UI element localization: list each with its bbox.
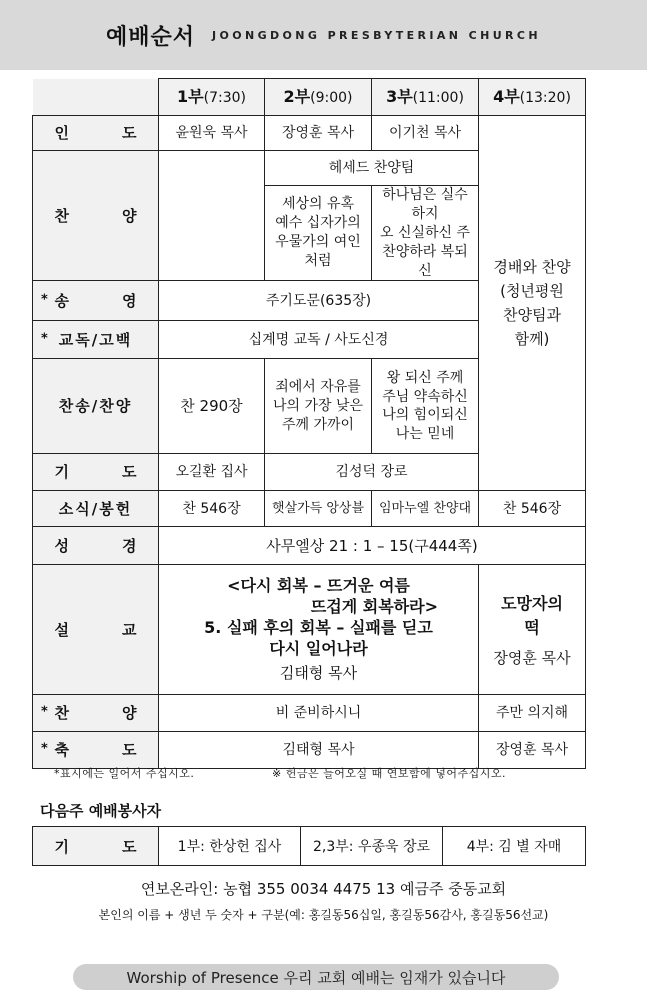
label-lead: 인 도 <box>33 116 159 151</box>
page-title: 예배순서 <box>106 25 196 50</box>
hymn-songs-s2: 죄에서 자유를 나의 가장 낮은 주께 가까이 <box>265 359 372 454</box>
offering-s2: 햇살가득 앙상블 <box>265 491 372 527</box>
service-2: 2부(9:00) <box>265 79 372 116</box>
praise-songs-s3: 하나님은 실수하지 오 신실하신 주 찬양하라 복되신 <box>372 186 479 281</box>
online-offering-account: 연보온라인: 농협 355 0034 4475 13 예금주 중동교회 <box>140 880 507 898</box>
praise-team: 헤세드 찬양팀 <box>265 151 479 186</box>
label-sermon: 설 교 <box>33 565 159 695</box>
next-week-table <box>32 826 586 866</box>
online-offering-instructions: 본인의 이름 + 생년 두 숫자 + 구분(예: 홍길동56십일, 홍길동56감사, 홍길동56선교) <box>98 908 549 922</box>
praise-s1 <box>159 151 265 281</box>
prayer-s1: 오길환 집사 <box>159 454 265 491</box>
row-scripture <box>33 527 586 565</box>
label-offering: 소식/봉헌 <box>33 491 159 527</box>
next-week-s23: 2,3부: 우종욱 장로 <box>301 827 443 866</box>
label-scripture: 성 경 <box>33 527 159 565</box>
offering-s1: 찬 546장 <box>159 491 265 527</box>
label-benediction: * 축 도 <box>33 732 159 769</box>
row-sermon <box>33 565 586 695</box>
worship-order-table <box>32 78 586 769</box>
benediction-value: 김태형 목사 <box>159 732 479 769</box>
hymn-s1: 찬 290장 <box>159 359 265 454</box>
offering-s3: 임마누엘 찬양대 <box>372 491 479 527</box>
label-prayer: 기 도 <box>33 454 159 491</box>
corner-cell <box>33 79 159 116</box>
service-header-row <box>33 79 586 116</box>
sermon-title-2: 다시 일어나라 <box>269 638 368 658</box>
prayer-s23: 김성덕 장로 <box>265 454 479 491</box>
hymn-songs-s3: 왕 되신 주께 주님 약속하신 나의 힘이되신 나는 믿네 <box>372 359 479 454</box>
service-1: 1부(7:30) <box>159 79 265 116</box>
next-week-row <box>33 827 586 866</box>
label-hymn: 찬송/찬양 <box>33 359 159 454</box>
next-week-s4: 4부: 김 별 자매 <box>443 827 586 866</box>
doxology-value: 주기도문(635장) <box>159 281 479 321</box>
label-doxology: * 송 영 <box>33 281 159 321</box>
label-creed: * 교독/고백 <box>33 321 159 359</box>
sermon-s4: 도망자의 떡 장영훈 목사 <box>479 565 586 695</box>
offering-note: ※ 헌금은 들어오실 때 연보함에 넣어주십시오. <box>272 767 506 780</box>
lead-s2: 장영훈 목사 <box>265 116 372 151</box>
next-week-s1: 1부: 한상헌 집사 <box>159 827 301 866</box>
sermon-preacher: 김태형 목사 <box>279 664 358 683</box>
sermon-main <box>159 565 479 695</box>
row-offering-news <box>33 491 586 527</box>
sermon-series-2: 뜨겁게 회복하라> <box>310 597 438 617</box>
footer-banner: Worship of Presence 우리 교회 예배는 임재가 있습니다 <box>73 964 559 990</box>
offering-s4: 찬 546장 <box>479 491 586 527</box>
label-closing-hymn: * 찬 양 <box>33 695 159 732</box>
service-4: 4부(13:20) <box>479 79 586 116</box>
church-name: JOONGDONG PRESBYTERIAN CHURCH <box>212 29 541 42</box>
label-praise: 찬 양 <box>33 151 159 281</box>
row-lead <box>33 116 586 151</box>
s4-praise: 경배와 찬양 (청년평원 찬양팀과 함께) <box>479 116 586 491</box>
row-benediction <box>33 732 586 769</box>
lead-s3: 이기천 목사 <box>372 116 479 151</box>
scripture-value: 사무엘상 21 : 1 – 15(구444쪽) <box>159 527 586 565</box>
praise-songs-s2: 세상의 유혹 예수 십자가의 우물가의 여인처럼 <box>265 186 372 281</box>
creed-value: 십계명 교독 / 사도신경 <box>159 321 479 359</box>
standing-note: *표시에는 일어서 주십시오. <box>54 767 195 780</box>
benediction-s4: 장영훈 목사 <box>479 732 586 769</box>
closing-hymn-value: 비 준비하시니 <box>159 695 479 732</box>
closing-hymn-s4: 주만 의지해 <box>479 695 586 732</box>
sermon-title: 5. 실패 후의 회복 – 실패를 딛고 <box>204 617 433 637</box>
lead-s1: 윤원욱 목사 <box>159 116 265 151</box>
row-closing-hymn <box>33 695 586 732</box>
page-header <box>0 0 647 70</box>
next-week-title: 다음주 예배봉사자 <box>40 802 162 820</box>
next-week-label: 기 도 <box>33 827 159 866</box>
sermon-series: <다시 회복 – 뜨거운 여름 <box>227 576 410 596</box>
service-3: 3부(11:00) <box>372 79 479 116</box>
